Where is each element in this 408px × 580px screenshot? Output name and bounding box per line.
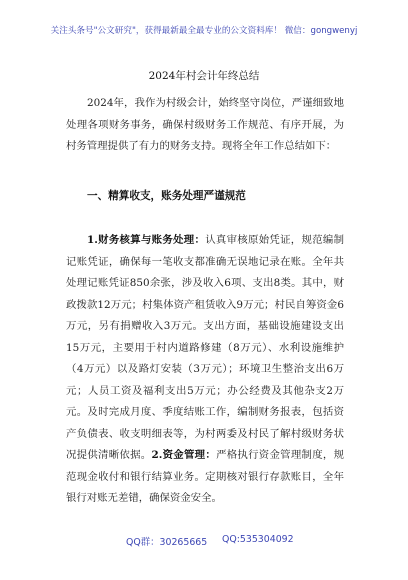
item2-text: 严格执行资金管理制度，规范现金收付和银行结算业务。定期核对银行存款账目，全年银行对账无差错，确保资金安全。: [66, 449, 344, 504]
item1-text: 认真审核原始凭证，规范编制记账凭证，确保每一笔收支都准确无误地记录在账。全年共处理记账凭证850余张，涉及收入6项、支出8类。其中，财政拨款12万元；村集体资产租赁收入9万元；村民自筹资金6万元，另有捐赠收入3万元。支出方面，基础设施建设支出15万元，主要用于村内道路修建（8万元）、水利设施维护（4万元）以及路灯安装（3万元）；环境卫生整治支出6万元；人员工资及福利支出5万元；办公经费及其他杂支2万元。及时完成月度、季度结账工作，编制财务报表，包括资产负债表、收支明细表等，为村两委及村民了解村级财务状况提供清晰依据。: [66, 234, 344, 461]
item1-label: 1.财务核算与账务处理：: [87, 234, 206, 246]
intro-paragraph: 2024年，我作为村级会计，始终坚守岗位，严谨细致地处理各项财务事务，确保村级财务工作规范、有序开展，为村务管理提供了有力的财务支持。现将全年工作总结如下：: [66, 97, 344, 152]
top-banner: 关注头条号"公文研究"，获得最新最全最专业的公文资料库！ 微信：gongwenyj: [50, 26, 358, 36]
document-title: 2024年村会计年终总结: [148, 70, 260, 82]
footer-qq-group: QQ群：30265665: [126, 537, 208, 548]
footer-qq-contact: QQ:535304092: [222, 534, 294, 545]
section-heading: 一、精算收支，账务处理严谨规范: [87, 190, 246, 202]
item2-label: 2.资金管理：: [151, 449, 217, 461]
body-paragraph: [66, 230, 344, 510]
